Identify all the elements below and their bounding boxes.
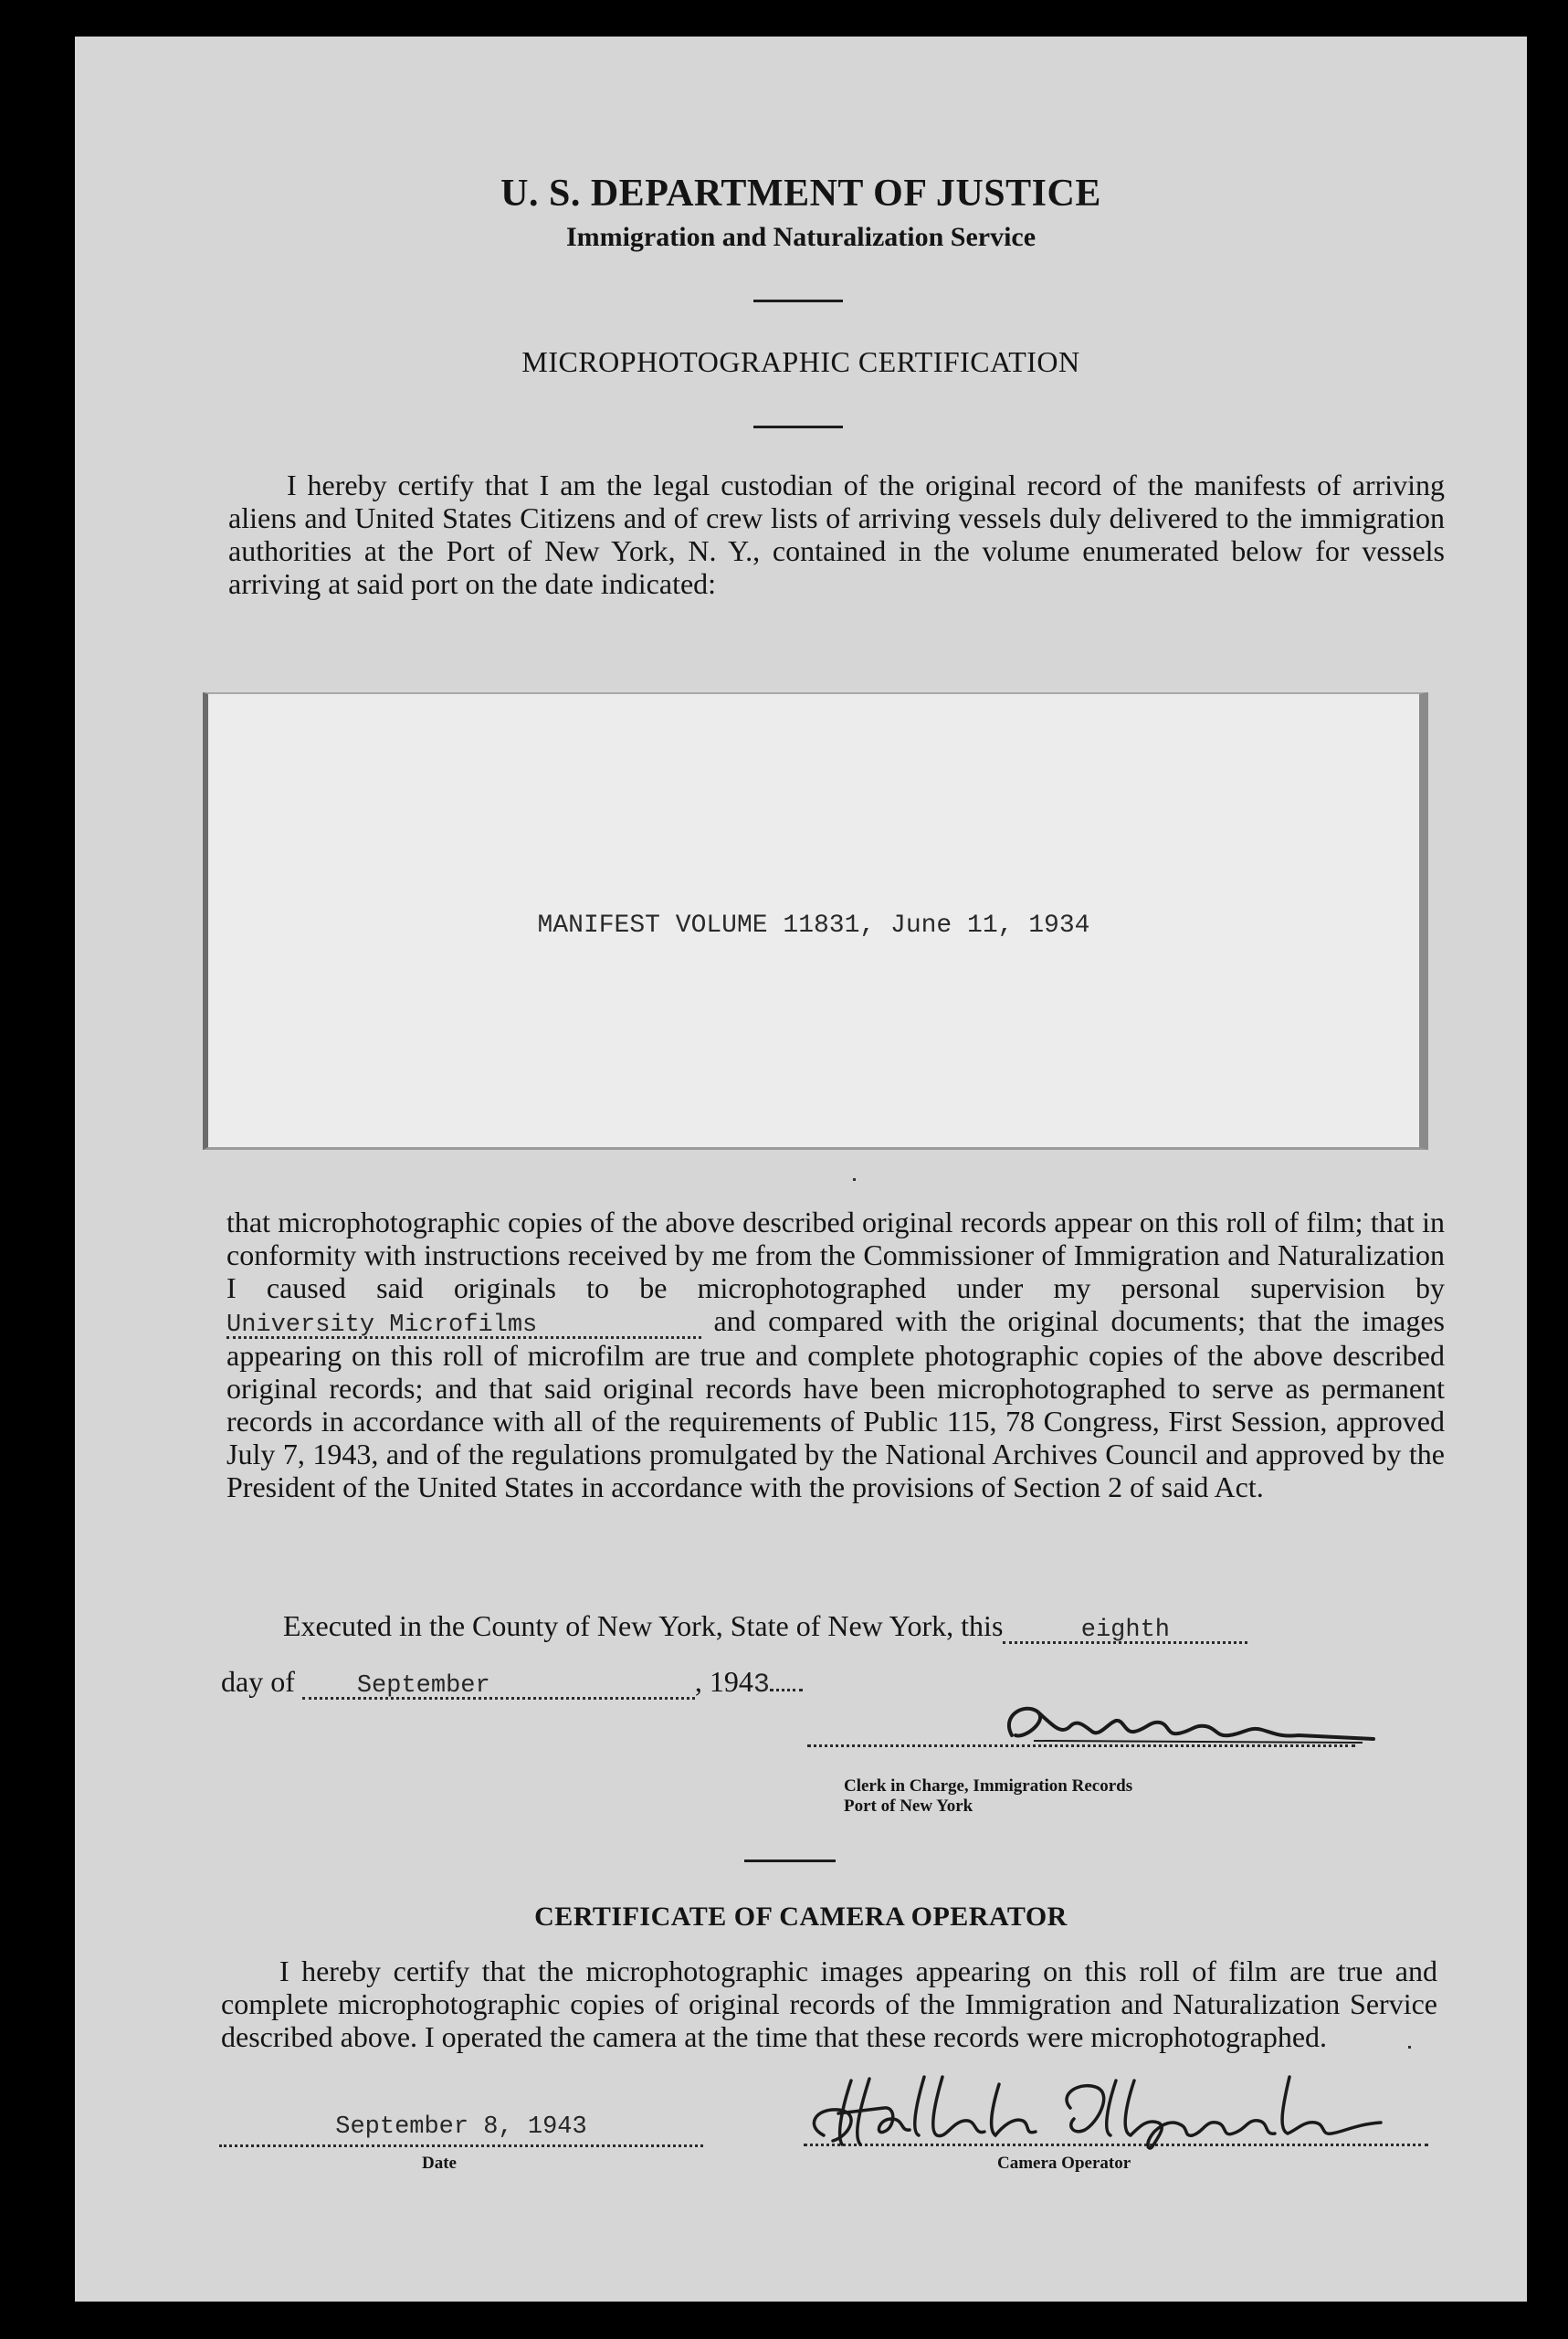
day-field: [1003, 1615, 1247, 1644]
camera-date-label: Date: [422, 2154, 457, 2173]
manifest-volume-text: MANIFEST VOLUME 11831, June 11, 1934: [537, 911, 1090, 940]
department-heading: U. S. DEPARTMENT OF JUSTICE: [500, 173, 1101, 215]
photographer-field: [226, 1310, 701, 1339]
year-digit: 3: [752, 1670, 770, 1701]
service-subheading: Immigration and Naturalization Service: [565, 222, 1037, 252]
execution-prefix: Executed in the County of New York, State of New York, this: [283, 1609, 1004, 1642]
month-line: [221, 1665, 803, 1701]
camera-certificate-heading: CERTIFICATE OF CAMERA OPERATOR: [534, 1902, 1068, 1932]
year-prefix: , 194: [694, 1665, 753, 1698]
scan-speck: [853, 1178, 856, 1181]
photographer-name: University Microfilms: [226, 1312, 538, 1339]
camera-date-field: [219, 2113, 703, 2147]
section-divider: [744, 1860, 836, 1862]
camera-operator-signature: [796, 2071, 1417, 2154]
body-text-part1: that microphotographic copies of the above described original records appear on this roll of film; that in conformity with instructions received by me from the Commissioner of Immigration and Naturalization I caused said originals to be microphotographed under my personal supervision by: [226, 1206, 1445, 1304]
certificate-page: [75, 37, 1527, 2302]
execution-line: [283, 1609, 1247, 1644]
camera-date-value: September 8, 1943: [335, 2113, 587, 2141]
camera-operator-label: Camera Operator: [997, 2154, 1131, 2173]
body-text-part2: and compared with the original documents; that the images appearing on this roll of microfilm are true and complete photographic copies of the above described original records; and that said original records have been microphotographed to serve as permanent records in accordance with all of the requirements of Public 115, 78 Congress, First Session, approved July 7, 1943, and of the regulations promulgated by the National Archives Council and approved by the President of the United States in accordance with the provisions of Section 2 of said Act.: [226, 1304, 1446, 1503]
clerk-title-line1: Clerk in Charge, Immigration Records: [844, 1776, 1133, 1796]
year-trailing-dots: [770, 1689, 803, 1691]
scan-speck: [1408, 2046, 1411, 2049]
manifest-volume-card: [203, 692, 1428, 1150]
month-value: September: [356, 1672, 490, 1700]
clerk-title: [844, 1776, 1132, 1817]
certification-body: [226, 1206, 1445, 1503]
day-of-label: day of: [221, 1665, 295, 1698]
custodian-paragraph: I hereby certify that I am the legal custodian of the original record of the manifests of arriving aliens and United States Citizens and of crew lists of arriving vessels duly delivered to the immigration authorities at the Port of New York, N. Y., contained in the volume enumerated below for vessels arriving at said port on the date indicated:: [228, 469, 1445, 600]
header-divider-top: [753, 300, 843, 302]
certification-title: MICROPHOTOGRAPHIC CERTIFICATION: [521, 345, 1080, 378]
day-value: eighth: [1080, 1617, 1170, 1644]
month-field: [302, 1670, 695, 1700]
header-divider-bottom: [753, 426, 843, 428]
camera-certificate-paragraph: I hereby certify that the microphotographic images appearing on this roll of film are true and complete microphotographic copies of original records of the Immigration and Naturalization Service described above. I operated the camera at the time that these records were microphotographed.: [221, 1954, 1437, 2053]
clerk-signature: [997, 1699, 1381, 1754]
clerk-title-line2: Port of New York: [844, 1796, 973, 1816]
